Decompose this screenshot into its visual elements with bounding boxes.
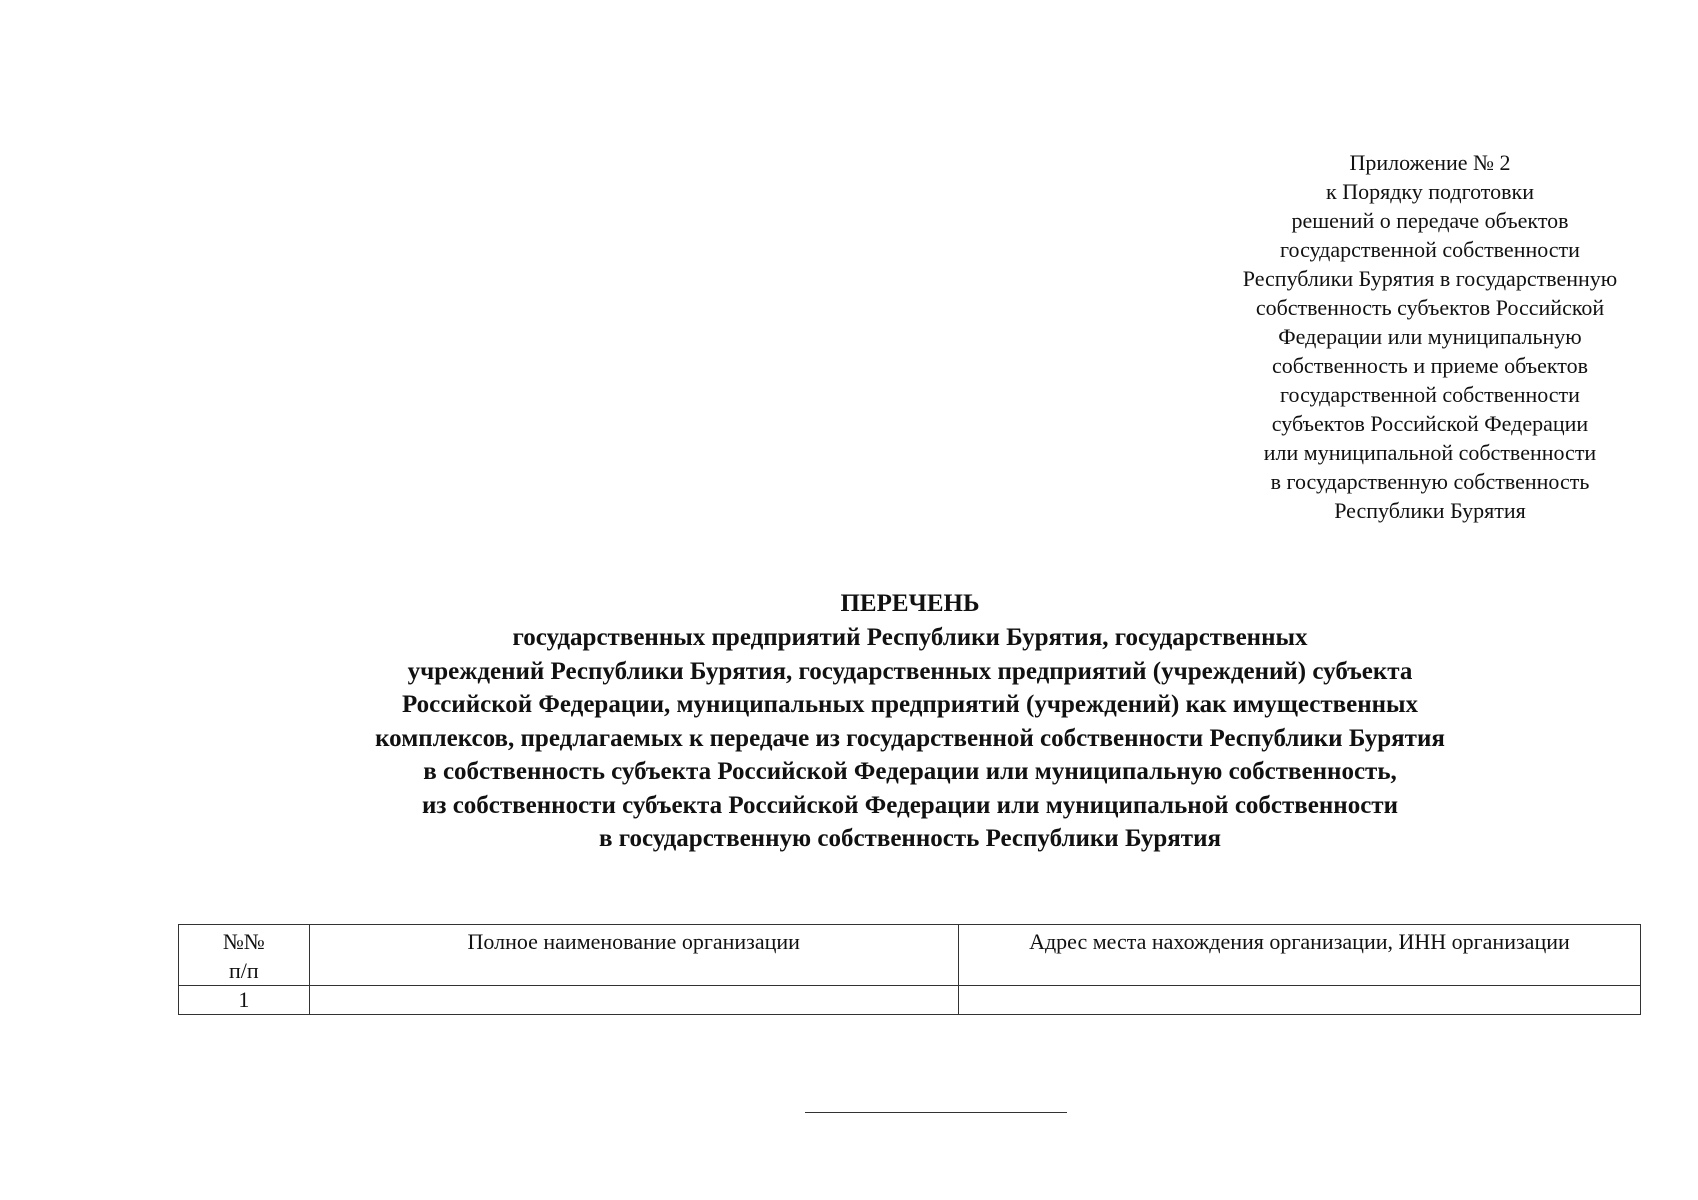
appendix-line: или муниципальной собственности (1263, 440, 1597, 465)
appendix-line: государственной собственности (1280, 382, 1580, 407)
title-line: в собственность субъекта Российской Федерации или муниципальную собственность, (423, 758, 1397, 785)
appendix-line: государственной собственности (1280, 237, 1580, 262)
appendix-line: собственность и приеме объектов (1271, 353, 1589, 378)
appendix-note (1180, 148, 1680, 525)
appendix-line: в государственную собственность (1270, 469, 1590, 494)
title-line: государственных предприятий Республики Бурятия, государственных (512, 624, 1308, 651)
appendix-line: к Порядку подготовки (1326, 179, 1534, 204)
organization-table (178, 924, 1641, 1015)
title-line: из собственности субъекта Российской Федерации или муниципальной собственности (422, 791, 1398, 819)
appendix-line: Федерации или муниципальную (1278, 324, 1582, 349)
row-number-cell: 1 (179, 986, 310, 1015)
appendix-line: решений о передаче объектов (1291, 208, 1569, 233)
header-org-name: Полное наименование организации (309, 925, 958, 986)
appendix-line: Республики Бурятия в государственную (1242, 266, 1618, 291)
title-line: комплексов, предлагаемых к передаче из государственной собственности Республики Бурятия (375, 724, 1445, 752)
row-address-cell (958, 986, 1640, 1015)
header-org-address: Адрес места нахождения организации, ИНН организации (958, 925, 1640, 986)
title-line: в государственную собственность Республики Бурятия (598, 825, 1221, 852)
table-row (179, 986, 1641, 1015)
header-number-line2: п/п (228, 958, 259, 983)
title-line: Российской Федерации, муниципальных предприятий (учреждений) как имущественных (401, 691, 1419, 718)
row-name-cell (309, 986, 958, 1015)
document-title (160, 587, 1660, 856)
appendix-line: Приложение № 2 (1349, 150, 1511, 175)
appendix-line: Республики Бурятия (1334, 498, 1526, 523)
title-line: учреждений Республики Бурятия, государственных предприятий (учреждений) субъекта (407, 657, 1413, 685)
appendix-line: собственность субъектов Российской (1255, 295, 1605, 320)
appendix-line: субъектов Российской Федерации (1271, 411, 1589, 436)
header-number-line1: №№ (222, 929, 265, 954)
title-heading: ПЕРЕЧЕНЬ (840, 590, 980, 617)
table-header-row (179, 925, 1641, 986)
closing-rule-divider (805, 1112, 1067, 1113)
header-number (179, 925, 310, 986)
